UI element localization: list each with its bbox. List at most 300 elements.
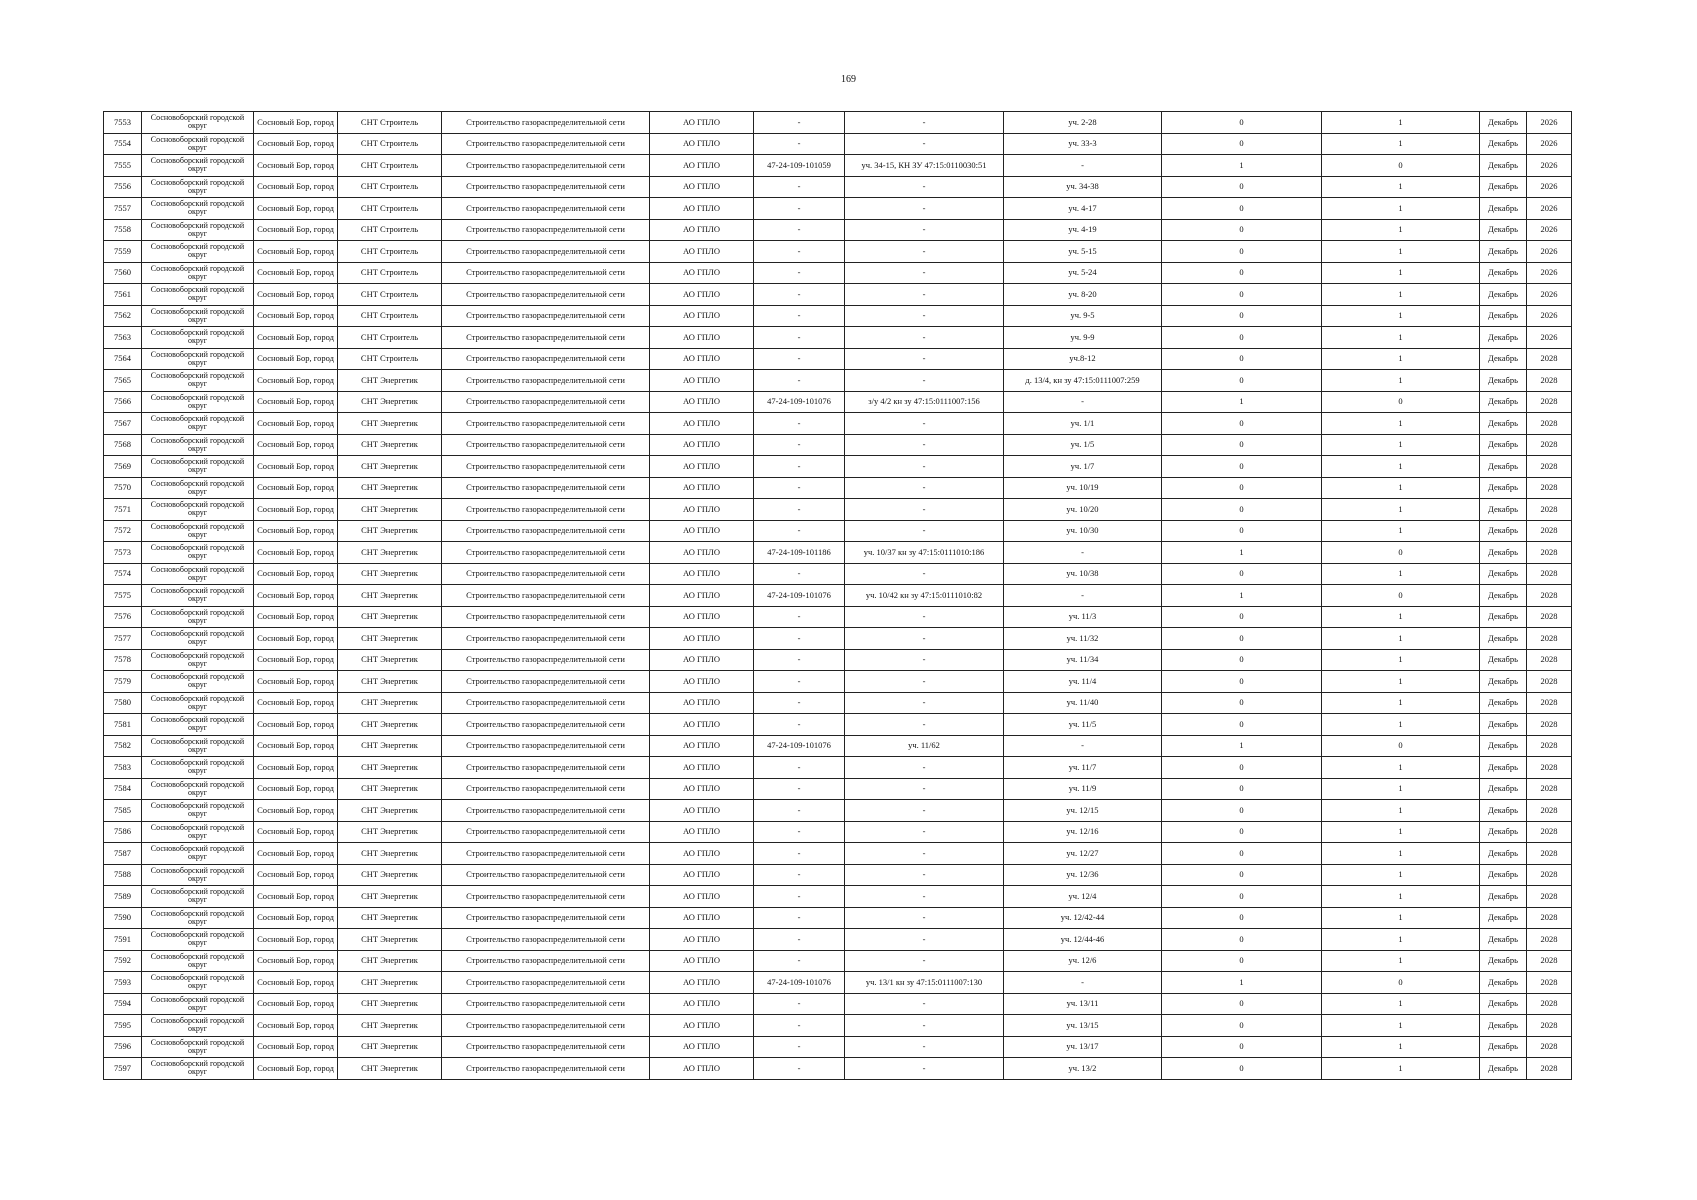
cell-month: Декабрь bbox=[1480, 198, 1527, 220]
cell-application-number: - bbox=[754, 886, 845, 908]
table-row bbox=[104, 477, 1572, 499]
cell-plot: уч.8-12 bbox=[1004, 348, 1162, 370]
cell-count-b: 1 bbox=[1322, 241, 1480, 263]
cell-operator: АО ГПЛО bbox=[650, 886, 754, 908]
cell-row-number: 7560 bbox=[104, 262, 142, 284]
table-row bbox=[104, 821, 1572, 843]
cell-district: Сосновоборский городской округ bbox=[142, 800, 254, 822]
cell-operator: АО ГПЛО bbox=[650, 219, 754, 241]
cell-count-a: 0 bbox=[1162, 649, 1322, 671]
cell-plot-with-cadastre: уч. 10/42 кн зу 47:15:0111010:82 bbox=[845, 585, 1004, 607]
cell-plot: уч. 1/7 bbox=[1004, 456, 1162, 478]
cell-year: 2028 bbox=[1527, 907, 1572, 929]
cell-work-type: Строительство газораспределительной сети bbox=[442, 864, 650, 886]
cell-settlement: Сосновый Бор, город bbox=[254, 907, 338, 929]
cell-count-a: 0 bbox=[1162, 348, 1322, 370]
cell-district: Сосновоборский городской округ bbox=[142, 112, 254, 134]
cell-month: Декабрь bbox=[1480, 692, 1527, 714]
cell-row-number: 7554 bbox=[104, 133, 142, 155]
cell-garden-partnership: СНТ Строитель bbox=[338, 219, 442, 241]
cell-settlement: Сосновый Бор, город bbox=[254, 671, 338, 693]
cell-count-b: 1 bbox=[1322, 757, 1480, 779]
cell-count-b: 1 bbox=[1322, 284, 1480, 306]
cell-row-number: 7558 bbox=[104, 219, 142, 241]
cell-district: Сосновоборский городской округ bbox=[142, 1036, 254, 1058]
cell-plot-with-cadastre: - bbox=[845, 864, 1004, 886]
cell-settlement: Сосновый Бор, город bbox=[254, 950, 338, 972]
cell-settlement: Сосновый Бор, город bbox=[254, 628, 338, 650]
cell-month: Декабрь bbox=[1480, 155, 1527, 177]
cell-count-b: 0 bbox=[1322, 735, 1480, 757]
cell-district: Сосновоборский городской округ bbox=[142, 649, 254, 671]
cell-work-type: Строительство газораспределительной сети bbox=[442, 499, 650, 521]
cell-settlement: Сосновый Бор, город bbox=[254, 972, 338, 994]
cell-operator: АО ГПЛО bbox=[650, 671, 754, 693]
cell-count-a: 0 bbox=[1162, 1015, 1322, 1037]
cell-year: 2028 bbox=[1527, 929, 1572, 951]
cell-row-number: 7595 bbox=[104, 1015, 142, 1037]
cell-row-number: 7580 bbox=[104, 692, 142, 714]
cell-settlement: Сосновый Бор, город bbox=[254, 155, 338, 177]
cell-row-number: 7585 bbox=[104, 800, 142, 822]
cell-work-type: Строительство газораспределительной сети bbox=[442, 778, 650, 800]
cell-operator: АО ГПЛО bbox=[650, 477, 754, 499]
cell-garden-partnership: СНТ Энергетик bbox=[338, 864, 442, 886]
cell-plot: уч. 11/40 bbox=[1004, 692, 1162, 714]
cell-month: Декабрь bbox=[1480, 714, 1527, 736]
cell-month: Декабрь bbox=[1480, 112, 1527, 134]
cell-operator: АО ГПЛО bbox=[650, 585, 754, 607]
cell-month: Декабрь bbox=[1480, 993, 1527, 1015]
cell-operator: АО ГПЛО bbox=[650, 649, 754, 671]
cell-garden-partnership: СНТ Строитель bbox=[338, 133, 442, 155]
cell-settlement: Сосновый Бор, город bbox=[254, 413, 338, 435]
cell-month: Декабрь bbox=[1480, 348, 1527, 370]
cell-application-number: - bbox=[754, 499, 845, 521]
cell-garden-partnership: СНТ Энергетик bbox=[338, 778, 442, 800]
cell-year: 2028 bbox=[1527, 348, 1572, 370]
cell-application-number: - bbox=[754, 112, 845, 134]
cell-year: 2028 bbox=[1527, 950, 1572, 972]
cell-operator: АО ГПЛО bbox=[650, 714, 754, 736]
cell-garden-partnership: СНТ Энергетик bbox=[338, 520, 442, 542]
cell-work-type: Строительство газораспределительной сети bbox=[442, 843, 650, 865]
cell-plot-with-cadastre: - bbox=[845, 778, 1004, 800]
table-row bbox=[104, 843, 1572, 865]
cell-work-type: Строительство газораспределительной сети bbox=[442, 649, 650, 671]
cell-work-type: Строительство газораспределительной сети bbox=[442, 907, 650, 929]
cell-month: Декабрь bbox=[1480, 262, 1527, 284]
cell-work-type: Строительство газораспределительной сети bbox=[442, 757, 650, 779]
cell-operator: АО ГПЛО bbox=[650, 499, 754, 521]
cell-work-type: Строительство газораспределительной сети bbox=[442, 327, 650, 349]
table-row bbox=[104, 649, 1572, 671]
cell-district: Сосновоборский городской округ bbox=[142, 757, 254, 779]
cell-count-b: 1 bbox=[1322, 198, 1480, 220]
table-row bbox=[104, 714, 1572, 736]
cell-count-b: 1 bbox=[1322, 219, 1480, 241]
cell-work-type: Строительство газораспределительной сети bbox=[442, 477, 650, 499]
cell-plot: уч. 11/3 bbox=[1004, 606, 1162, 628]
cell-district: Сосновоборский городской округ bbox=[142, 843, 254, 865]
cell-count-a: 0 bbox=[1162, 563, 1322, 585]
cell-settlement: Сосновый Бор, город bbox=[254, 1015, 338, 1037]
cell-district: Сосновоборский городской округ bbox=[142, 434, 254, 456]
table-row bbox=[104, 993, 1572, 1015]
cell-district: Сосновоборский городской округ bbox=[142, 155, 254, 177]
cell-row-number: 7562 bbox=[104, 305, 142, 327]
cell-count-b: 1 bbox=[1322, 778, 1480, 800]
cell-year: 2028 bbox=[1527, 628, 1572, 650]
table-row bbox=[104, 628, 1572, 650]
cell-garden-partnership: СНТ Энергетик bbox=[338, 800, 442, 822]
cell-operator: АО ГПЛО bbox=[650, 778, 754, 800]
cell-month: Декабрь bbox=[1480, 757, 1527, 779]
cell-count-b: 1 bbox=[1322, 821, 1480, 843]
cell-settlement: Сосновый Бор, город bbox=[254, 606, 338, 628]
cell-garden-partnership: СНТ Энергетик bbox=[338, 649, 442, 671]
cell-work-type: Строительство газораспределительной сети bbox=[442, 671, 650, 693]
cell-operator: АО ГПЛО bbox=[650, 606, 754, 628]
cell-operator: АО ГПЛО bbox=[650, 628, 754, 650]
cell-row-number: 7588 bbox=[104, 864, 142, 886]
cell-plot-with-cadastre: уч. 34-15, КН ЗУ 47:15:0110030:51 bbox=[845, 155, 1004, 177]
cell-year: 2028 bbox=[1527, 692, 1572, 714]
cell-district: Сосновоборский городской округ bbox=[142, 714, 254, 736]
cell-month: Декабрь bbox=[1480, 563, 1527, 585]
cell-operator: АО ГПЛО bbox=[650, 327, 754, 349]
cell-district: Сосновоборский городской округ bbox=[142, 1058, 254, 1080]
cell-district: Сосновоборский городской округ bbox=[142, 929, 254, 951]
cell-month: Декабрь bbox=[1480, 585, 1527, 607]
table-row bbox=[104, 176, 1572, 198]
cell-work-type: Строительство газораспределительной сети bbox=[442, 628, 650, 650]
cell-application-number: - bbox=[754, 929, 845, 951]
cell-work-type: Строительство газораспределительной сети bbox=[442, 1036, 650, 1058]
cell-application-number: - bbox=[754, 477, 845, 499]
cell-plot: - bbox=[1004, 542, 1162, 564]
table-row bbox=[104, 606, 1572, 628]
cell-operator: АО ГПЛО bbox=[650, 1058, 754, 1080]
cell-district: Сосновоборский городской округ bbox=[142, 413, 254, 435]
cell-year: 2028 bbox=[1527, 520, 1572, 542]
table-row bbox=[104, 413, 1572, 435]
cell-work-type: Строительство газораспределительной сети bbox=[442, 1058, 650, 1080]
table-row bbox=[104, 133, 1572, 155]
cell-plot-with-cadastre: - bbox=[845, 628, 1004, 650]
cell-row-number: 7553 bbox=[104, 112, 142, 134]
cell-count-a: 0 bbox=[1162, 778, 1322, 800]
cell-plot: уч. 12/16 bbox=[1004, 821, 1162, 843]
cell-district: Сосновоборский городской округ bbox=[142, 456, 254, 478]
cell-work-type: Строительство газораспределительной сети bbox=[442, 133, 650, 155]
gas-network-table bbox=[103, 111, 1572, 1080]
cell-operator: АО ГПЛО bbox=[650, 993, 754, 1015]
cell-count-a: 0 bbox=[1162, 628, 1322, 650]
table-row bbox=[104, 456, 1572, 478]
cell-work-type: Строительство газораспределительной сети bbox=[442, 262, 650, 284]
cell-year: 2028 bbox=[1527, 843, 1572, 865]
cell-plot-with-cadastre: - bbox=[845, 714, 1004, 736]
cell-row-number: 7582 bbox=[104, 735, 142, 757]
cell-count-b: 1 bbox=[1322, 692, 1480, 714]
cell-year: 2026 bbox=[1527, 155, 1572, 177]
cell-garden-partnership: СНТ Строитель bbox=[338, 155, 442, 177]
cell-application-number: 47-24-109-101076 bbox=[754, 391, 845, 413]
cell-application-number: - bbox=[754, 649, 845, 671]
cell-work-type: Строительство газораспределительной сети bbox=[442, 821, 650, 843]
cell-count-b: 1 bbox=[1322, 628, 1480, 650]
cell-district: Сосновоборский городской округ bbox=[142, 370, 254, 392]
cell-application-number: - bbox=[754, 1015, 845, 1037]
cell-garden-partnership: СНТ Энергетик bbox=[338, 821, 442, 843]
cell-application-number: - bbox=[754, 456, 845, 478]
cell-year: 2028 bbox=[1527, 370, 1572, 392]
cell-row-number: 7593 bbox=[104, 972, 142, 994]
cell-application-number: - bbox=[754, 692, 845, 714]
cell-operator: АО ГПЛО bbox=[650, 1036, 754, 1058]
cell-year: 2028 bbox=[1527, 757, 1572, 779]
cell-district: Сосновоборский городской округ bbox=[142, 692, 254, 714]
cell-application-number: - bbox=[754, 176, 845, 198]
cell-settlement: Сосновый Бор, город bbox=[254, 735, 338, 757]
cell-row-number: 7584 bbox=[104, 778, 142, 800]
cell-work-type: Строительство газораспределительной сети bbox=[442, 563, 650, 585]
cell-year: 2026 bbox=[1527, 176, 1572, 198]
cell-year: 2028 bbox=[1527, 821, 1572, 843]
cell-settlement: Сосновый Бор, город bbox=[254, 993, 338, 1015]
cell-work-type: Строительство газораспределительной сети bbox=[442, 305, 650, 327]
cell-garden-partnership: СНТ Энергетик bbox=[338, 1015, 442, 1037]
cell-count-a: 0 bbox=[1162, 520, 1322, 542]
cell-plot: уч. 33-3 bbox=[1004, 133, 1162, 155]
cell-row-number: 7567 bbox=[104, 413, 142, 435]
cell-settlement: Сосновый Бор, город bbox=[254, 348, 338, 370]
cell-row-number: 7596 bbox=[104, 1036, 142, 1058]
cell-count-b: 1 bbox=[1322, 714, 1480, 736]
cell-work-type: Строительство газораспределительной сети bbox=[442, 434, 650, 456]
cell-count-a: 0 bbox=[1162, 907, 1322, 929]
cell-count-b: 1 bbox=[1322, 671, 1480, 693]
cell-month: Декабрь bbox=[1480, 649, 1527, 671]
cell-count-b: 1 bbox=[1322, 993, 1480, 1015]
cell-plot-with-cadastre: - bbox=[845, 370, 1004, 392]
cell-work-type: Строительство газораспределительной сети bbox=[442, 542, 650, 564]
cell-count-a: 0 bbox=[1162, 606, 1322, 628]
cell-garden-partnership: СНТ Энергетик bbox=[338, 757, 442, 779]
cell-month: Декабрь bbox=[1480, 907, 1527, 929]
cell-settlement: Сосновый Бор, город bbox=[254, 499, 338, 521]
cell-count-a: 0 bbox=[1162, 413, 1322, 435]
cell-month: Декабрь bbox=[1480, 456, 1527, 478]
cell-plot-with-cadastre: з/у 4/2 кн зу 47:15:0111007:156 bbox=[845, 391, 1004, 413]
cell-count-b: 1 bbox=[1322, 800, 1480, 822]
cell-garden-partnership: СНТ Энергетик bbox=[338, 671, 442, 693]
cell-garden-partnership: СНТ Энергетик bbox=[338, 735, 442, 757]
cell-count-a: 0 bbox=[1162, 671, 1322, 693]
cell-application-number: - bbox=[754, 198, 845, 220]
cell-garden-partnership: СНТ Строитель bbox=[338, 198, 442, 220]
cell-operator: АО ГПЛО bbox=[650, 112, 754, 134]
cell-garden-partnership: СНТ Энергетик bbox=[338, 950, 442, 972]
cell-settlement: Сосновый Бор, город bbox=[254, 305, 338, 327]
cell-plot-with-cadastre: - bbox=[845, 886, 1004, 908]
table-row bbox=[104, 929, 1572, 951]
cell-work-type: Строительство газораспределительной сети bbox=[442, 886, 650, 908]
cell-count-b: 1 bbox=[1322, 499, 1480, 521]
cell-month: Декабрь bbox=[1480, 176, 1527, 198]
cell-plot-with-cadastre: - bbox=[845, 821, 1004, 843]
cell-row-number: 7587 bbox=[104, 843, 142, 865]
cell-garden-partnership: СНТ Строитель bbox=[338, 176, 442, 198]
cell-garden-partnership: СНТ Энергетик bbox=[338, 1036, 442, 1058]
cell-row-number: 7590 bbox=[104, 907, 142, 929]
cell-plot: уч. 12/27 bbox=[1004, 843, 1162, 865]
cell-plot: уч. 10/38 bbox=[1004, 563, 1162, 585]
table-row bbox=[104, 305, 1572, 327]
cell-row-number: 7572 bbox=[104, 520, 142, 542]
cell-count-a: 0 bbox=[1162, 499, 1322, 521]
cell-row-number: 7557 bbox=[104, 198, 142, 220]
cell-settlement: Сосновый Бор, город bbox=[254, 477, 338, 499]
cell-settlement: Сосновый Бор, город bbox=[254, 112, 338, 134]
cell-count-a: 0 bbox=[1162, 112, 1322, 134]
cell-year: 2028 bbox=[1527, 864, 1572, 886]
cell-district: Сосновоборский городской округ bbox=[142, 542, 254, 564]
cell-plot-with-cadastre: - bbox=[845, 413, 1004, 435]
cell-year: 2026 bbox=[1527, 133, 1572, 155]
cell-settlement: Сосновый Бор, город bbox=[254, 520, 338, 542]
cell-application-number: - bbox=[754, 950, 845, 972]
cell-settlement: Сосновый Бор, город bbox=[254, 284, 338, 306]
cell-month: Декабрь bbox=[1480, 284, 1527, 306]
cell-plot-with-cadastre: - bbox=[845, 284, 1004, 306]
cell-month: Декабрь bbox=[1480, 241, 1527, 263]
cell-count-b: 1 bbox=[1322, 456, 1480, 478]
cell-work-type: Строительство газораспределительной сети bbox=[442, 950, 650, 972]
cell-garden-partnership: СНТ Энергетик bbox=[338, 391, 442, 413]
cell-month: Декабрь bbox=[1480, 520, 1527, 542]
cell-count-b: 1 bbox=[1322, 370, 1480, 392]
cell-settlement: Сосновый Бор, город bbox=[254, 563, 338, 585]
cell-row-number: 7592 bbox=[104, 950, 142, 972]
cell-month: Декабрь bbox=[1480, 778, 1527, 800]
cell-settlement: Сосновый Бор, город bbox=[254, 327, 338, 349]
table-row bbox=[104, 972, 1572, 994]
cell-plot-with-cadastre: - bbox=[845, 993, 1004, 1015]
cell-application-number: 47-24-109-101059 bbox=[754, 155, 845, 177]
cell-district: Сосновоборский городской округ bbox=[142, 348, 254, 370]
cell-year: 2028 bbox=[1527, 886, 1572, 908]
cell-settlement: Сосновый Бор, город bbox=[254, 757, 338, 779]
cell-year: 2028 bbox=[1527, 1015, 1572, 1037]
cell-operator: АО ГПЛО bbox=[650, 262, 754, 284]
cell-year: 2028 bbox=[1527, 800, 1572, 822]
cell-district: Сосновоборский городской округ bbox=[142, 886, 254, 908]
cell-month: Декабрь bbox=[1480, 606, 1527, 628]
cell-count-b: 1 bbox=[1322, 649, 1480, 671]
cell-settlement: Сосновый Бор, город bbox=[254, 542, 338, 564]
cell-operator: АО ГПЛО bbox=[650, 241, 754, 263]
cell-plot-with-cadastre: - bbox=[845, 477, 1004, 499]
cell-settlement: Сосновый Бор, город bbox=[254, 714, 338, 736]
cell-row-number: 7568 bbox=[104, 434, 142, 456]
cell-plot: уч. 8-20 bbox=[1004, 284, 1162, 306]
cell-settlement: Сосновый Бор, город bbox=[254, 843, 338, 865]
cell-work-type: Строительство газораспределительной сети bbox=[442, 692, 650, 714]
cell-district: Сосновоборский городской округ bbox=[142, 305, 254, 327]
cell-plot-with-cadastre: - bbox=[845, 757, 1004, 779]
cell-count-b: 1 bbox=[1322, 1036, 1480, 1058]
cell-count-a: 0 bbox=[1162, 950, 1322, 972]
cell-year: 2028 bbox=[1527, 563, 1572, 585]
cell-count-b: 0 bbox=[1322, 155, 1480, 177]
cell-month: Декабрь bbox=[1480, 671, 1527, 693]
cell-work-type: Строительство газораспределительной сети bbox=[442, 241, 650, 263]
cell-garden-partnership: СНТ Энергетик bbox=[338, 563, 442, 585]
cell-year: 2028 bbox=[1527, 499, 1572, 521]
cell-count-a: 0 bbox=[1162, 757, 1322, 779]
cell-work-type: Строительство газораспределительной сети bbox=[442, 391, 650, 413]
cell-month: Декабрь bbox=[1480, 1036, 1527, 1058]
cell-plot: уч. 11/7 bbox=[1004, 757, 1162, 779]
cell-application-number: - bbox=[754, 305, 845, 327]
cell-year: 2028 bbox=[1527, 391, 1572, 413]
cell-settlement: Сосновый Бор, город bbox=[254, 219, 338, 241]
cell-plot: д. 13/4, кн зу 47:15:0111007:259 bbox=[1004, 370, 1162, 392]
table-row bbox=[104, 327, 1572, 349]
cell-count-b: 1 bbox=[1322, 133, 1480, 155]
cell-count-a: 1 bbox=[1162, 542, 1322, 564]
cell-row-number: 7581 bbox=[104, 714, 142, 736]
cell-count-b: 1 bbox=[1322, 1058, 1480, 1080]
cell-district: Сосновоборский городской округ bbox=[142, 628, 254, 650]
cell-work-type: Строительство газораспределительной сети bbox=[442, 348, 650, 370]
cell-operator: АО ГПЛО bbox=[650, 757, 754, 779]
cell-operator: АО ГПЛО bbox=[650, 520, 754, 542]
cell-plot-with-cadastre: - bbox=[845, 1058, 1004, 1080]
cell-district: Сосновоборский городской округ bbox=[142, 219, 254, 241]
cell-plot: уч. 10/19 bbox=[1004, 477, 1162, 499]
cell-month: Декабрь bbox=[1480, 800, 1527, 822]
cell-row-number: 7597 bbox=[104, 1058, 142, 1080]
cell-district: Сосновоборский городской округ bbox=[142, 327, 254, 349]
cell-plot: уч. 5-24 bbox=[1004, 262, 1162, 284]
cell-operator: АО ГПЛО bbox=[650, 391, 754, 413]
cell-settlement: Сосновый Бор, город bbox=[254, 262, 338, 284]
cell-settlement: Сосновый Бор, город bbox=[254, 692, 338, 714]
table-row bbox=[104, 950, 1572, 972]
cell-month: Декабрь bbox=[1480, 499, 1527, 521]
cell-work-type: Строительство газораспределительной сети bbox=[442, 413, 650, 435]
cell-row-number: 7594 bbox=[104, 993, 142, 1015]
cell-application-number: - bbox=[754, 1036, 845, 1058]
cell-plot: уч. 12/42-44 bbox=[1004, 907, 1162, 929]
cell-application-number: - bbox=[754, 757, 845, 779]
cell-application-number: - bbox=[754, 370, 845, 392]
cell-garden-partnership: СНТ Энергетик bbox=[338, 585, 442, 607]
cell-year: 2026 bbox=[1527, 219, 1572, 241]
cell-settlement: Сосновый Бор, город bbox=[254, 929, 338, 951]
cell-plot: уч. 9-9 bbox=[1004, 327, 1162, 349]
cell-settlement: Сосновый Бор, город bbox=[254, 241, 338, 263]
cell-garden-partnership: СНТ Строитель bbox=[338, 262, 442, 284]
cell-count-a: 0 bbox=[1162, 477, 1322, 499]
table-row bbox=[104, 284, 1572, 306]
cell-year: 2028 bbox=[1527, 1058, 1572, 1080]
cell-work-type: Строительство газораспределительной сети bbox=[442, 219, 650, 241]
cell-row-number: 7573 bbox=[104, 542, 142, 564]
